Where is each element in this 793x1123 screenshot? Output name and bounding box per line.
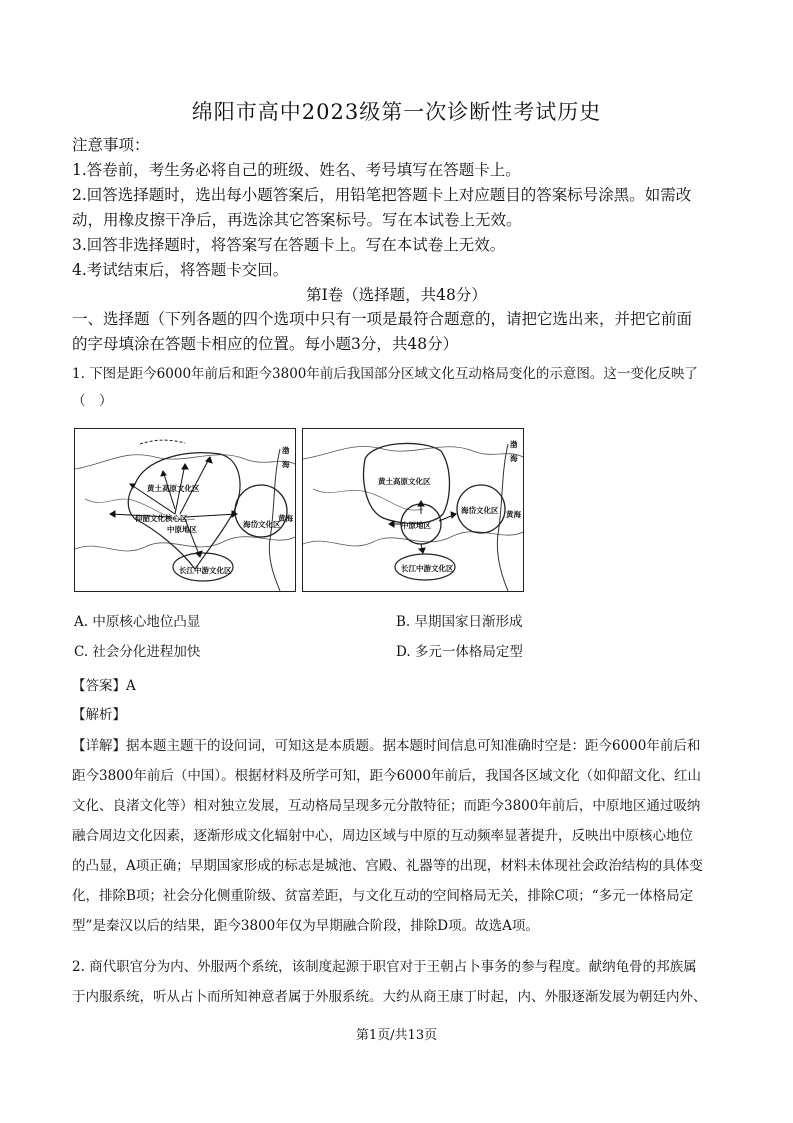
culture-interaction-maps (74, 428, 522, 590)
detail-line: 型”是秦汉以后的结果，距今3800年仅为早期融合阶段，排除D项。故选A项。 (72, 918, 539, 934)
notice-item: 3.回答非选择题时，将答案写在答题卡上。写在本试卷上无效。 (72, 236, 506, 254)
map-label-bohai-2: 海 (510, 454, 518, 463)
detail-line: 的凸显，A项正确；早期国家形成的标志是城池、宫殿、礼器等的出现，材料未体现社会政治结构的具体变 (72, 858, 703, 874)
notice-item: 2.回答选择题时，选出每小题答案后，用铅笔把答题卡上对应题目的答案标号涂黑。如需改 (72, 186, 692, 204)
section-instruction: 的字母填涂在答题卡相应的位置。每小题3分，共48分） (72, 335, 459, 353)
map-label-yangtze: 长江中游文化区 (401, 564, 454, 573)
volume-heading: 第Ⅰ卷（选择题，共48分） (306, 286, 487, 304)
question-2-line: 于内服系统，听从占卜而所知神意者属于外服系统。大约从商王康丁时起，内、外服逐渐发展为朝廷内外、 (72, 989, 707, 1005)
option-d: D. 多元一体格局定型 (396, 644, 523, 660)
question-2-line: 2. 商代职官分为内、外服两个系统，该制度起源于职官对于王朝占卜事务的参与程度。献纳龟骨的邦族属 (72, 959, 697, 975)
map-label-yangshao: 仰韶文化核心区 (135, 514, 188, 523)
option-b: B. 早期国家日渐形成 (396, 614, 523, 630)
map-label-haidai: 海岱文化区 (461, 506, 499, 515)
exam-title: 绵阳市高中2023级第一次诊断性考试历史 (191, 100, 602, 124)
section-instruction: 一、选择题（下列各题的四个选项中只有一项是最符合题意的，请把它选出来，并把它前面 (72, 310, 693, 328)
map-6000-svg (75, 429, 295, 591)
map-label-central-plains: 中原地区 (167, 525, 197, 534)
map-3800-svg (303, 429, 523, 591)
map-label-loess: 黄土高原文化区 (147, 484, 200, 493)
map-label-central-plains: 中原地区 (401, 521, 431, 530)
map-6000-years-ago (74, 428, 296, 592)
question-1-stem-paren: （ ） (72, 393, 113, 409)
map-label-bohai-2: 海 (282, 460, 290, 469)
page-footer: 第1页/共13页 (355, 1028, 438, 1043)
map-label-bohai-1: 渤 (282, 446, 290, 455)
answer-label: 【答案】A (72, 678, 136, 694)
map-3800-years-ago (302, 428, 524, 592)
notice-item: 1.答卷前，考生务必将自己的班级、姓名、考号填写在答题卡上。 (72, 161, 521, 179)
option-a: A. 中原核心地位凸显 (74, 614, 201, 630)
notice-heading: 注意事项： (72, 136, 150, 154)
detail-line: 文化、良渚文化等）相对独立发展，互动格局呈现多元分散特征；而距今3800年前后，中原地区通过吸纳 (72, 798, 701, 814)
option-c: C. 社会分化进程加快 (74, 644, 201, 660)
detail-line: 化，排除B项；社会分化侧重阶级、贫富差距，与文化互动的空间格局无关，排除C项；“多元一体格局定 (72, 888, 694, 904)
question-1-stem: 1. 下图是距今6000年前后和距今3800年前后我国部分区域文化互动格局变化的示意图。这一变化反映了 (72, 366, 698, 382)
map-label-bohai-1: 渤 (510, 440, 518, 449)
map-label-yellow-sea: 黄海 (278, 514, 293, 523)
map-label-yangtze: 长江中游文化区 (179, 566, 232, 575)
notice-item: 动，用橡皮擦干净后，再选涂其它答案标号。写在本试卷上无效。 (72, 211, 522, 229)
notice-item: 4.考试结束后，将答题卡交回。 (72, 261, 289, 279)
map-label-yellow-sea: 黄海 (506, 510, 521, 519)
detail-line: 距今3800年前后（中国）。根据材料及所学可知，距今6000年前后，我国各区域文化（如仰韶文化、红山 (72, 768, 701, 784)
map-label-haidai: 海岱文化区 (243, 520, 281, 529)
analysis-label: 【解析】 (72, 707, 126, 723)
detail-line: 【详解】据本题主题干的设问词，可知这是本质题。据本题时间信息可知准确时空是：距今6000年前后和 (72, 738, 701, 754)
detail-line: 融合周边文化因素，逐渐形成文化辐射中心，周边区域与中原的互动频率显著提升，反映出中原核心地位 (72, 828, 693, 844)
map-label-loess: 黄土高原文化区 (378, 477, 431, 486)
